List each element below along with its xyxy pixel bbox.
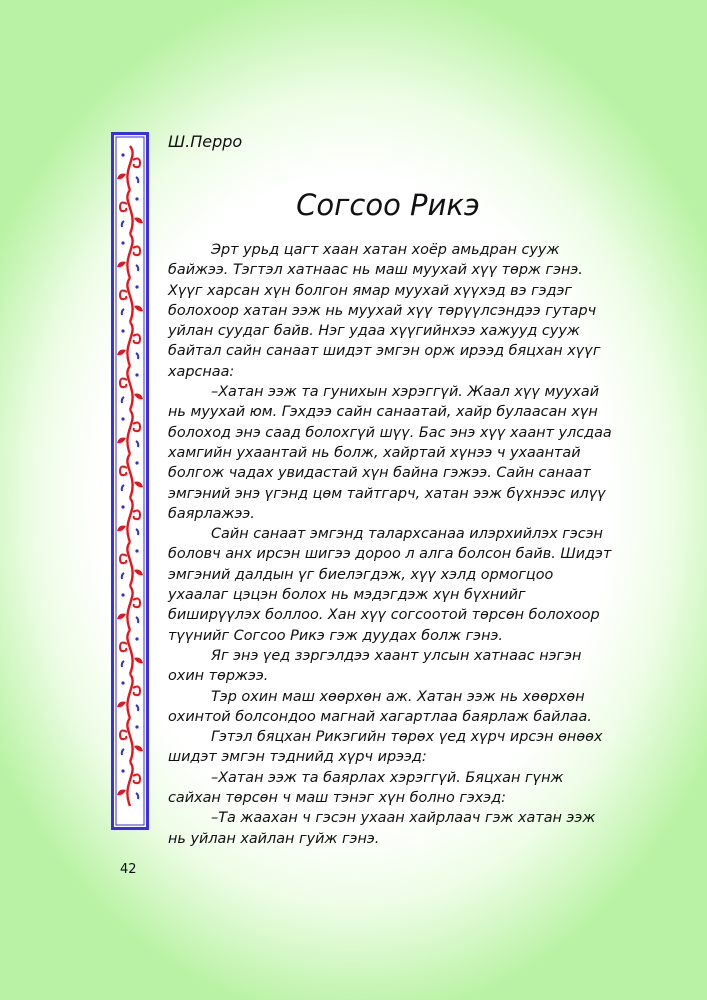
paragraph: Сайн санаат эмгэнд талархсанаа илэрхийлэх гэсэн боловч анх ирсэн шигээ дороо л алга болсон байв. Шидэт эмгэний далдын үг биелэгдэж, хүү хэлд ормогцоо ухаалаг цэцэн болох нь мэдэгдэж хүн бүхнийг биширүүлэх боллоо. Хан хүү согсоотой төрсөн болохоор түүнийг Согсоо Рикэ гэж дуудах болж гэнэ. <box>168 526 612 644</box>
vine-ornament-border <box>111 132 149 830</box>
paragraph: Гэтэл бяцхан Рикэгийн төрөх үед хүрч ирсэн өнөөх шидэт эмгэн тэднийд хүрч ирээд: <box>168 729 603 766</box>
story-text <box>168 240 613 849</box>
paragraph: Яг энэ үед зэргэлдээ хаант улсын хатнаас нэгэн охин төржээ. <box>168 647 582 685</box>
paragraph: –Та жаахан ч гэсэн ухаан хайрлаач гэж хатан ээж нь уйлан хайлан гуйж гэнэ. <box>168 810 596 847</box>
paragraph: –Хатан ээж та баярлах хэрэггүй. Бяцхан гүнж сайхан төрсөн ч маш тэнэг хүн болно гэхэд: <box>168 769 564 807</box>
paragraph: –Хатан ээж та гунихын хэрэггүй. Жаал хүү муухай нь муухай юм. Гэхдээ сайн санаатай, хайр булаасан хүн болоход энэ саад болохгүй шүү. Бас энэ хүү хаант улсдаа хамгийн ухаантай нь болж, хайртай хүнээ ч ухаантай болгож чадах увидастай хүн байна гэжээ. Сайн санаат эмгэний энэ үгэнд цөм тайтгарч, хатан ээж бүхнээс илүү баярлажээ. <box>168 384 612 522</box>
story-title: Согсоо Рикэ <box>296 188 480 222</box>
author-name: Ш.Перро <box>168 132 243 151</box>
page-number: 42 <box>120 862 137 877</box>
paragraph: Эрт урьд цагт хаан хатан хоёр амьдран сууж байжээ. Тэгтэл хатнаас нь маш муухай хүү төрж гэнэ. Хүүг харсан хүн болгон ямар муухай хүүхэд вэ гэдэг болохоор хатан ээж нь муухай хүү төрүүлсэндээ гутарч уйлан суудаг байв. Нэг удаа хүүгийнхээ хажууд сууж байтал сайн санаат шидэт эмгэн орж ирээд бяцхан хүүг харснаа: <box>168 242 601 380</box>
paragraph: Тэр охин маш хөөрхөн аж. Хатан ээж нь хөөрхөн охинтой болсондоо магнай хагартлаа баярлаж байлаа. <box>168 688 592 725</box>
